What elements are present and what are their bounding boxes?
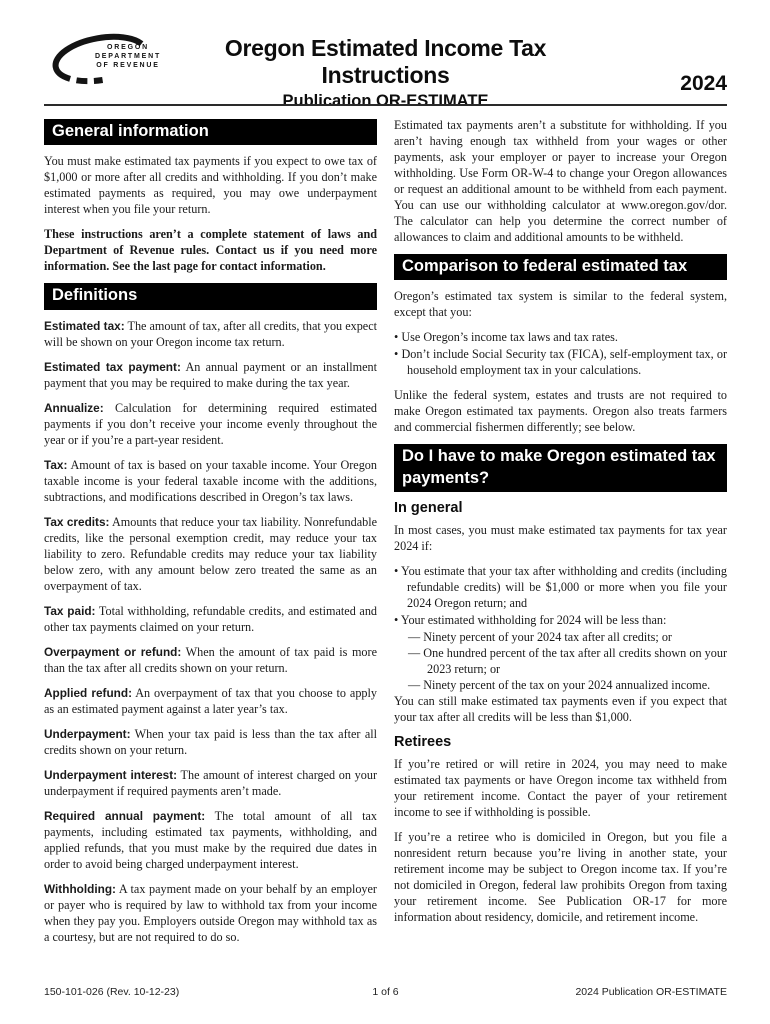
definition-text: An annual payment or an installment payment that you may be required to make during the tax year. bbox=[44, 359, 377, 390]
section-heading-general-information: General information bbox=[44, 119, 377, 145]
page-title: Oregon Estimated Income Tax Instructions bbox=[224, 35, 547, 88]
footer-publication-name: 2024 Publication OR-ESTIMATE bbox=[575, 986, 727, 998]
definition-term: Overpayment or refund: bbox=[44, 644, 182, 659]
definition-withholding bbox=[44, 881, 377, 945]
definition-overpayment-or-refund bbox=[44, 644, 377, 676]
definition-term: Required annual payment: bbox=[44, 808, 206, 823]
in-general-sub-item-2: — One hundred percent of the tax after all credits shown on your 2023 return; or bbox=[408, 646, 727, 677]
in-general-bullet-2: • Your estimated withholding for 2024 will be less than: bbox=[394, 613, 667, 628]
definition-term: Tax: bbox=[44, 457, 68, 472]
title-block bbox=[194, 26, 577, 110]
subheading-in-general: In general bbox=[394, 500, 463, 517]
definition-text: When the amount of tax paid is more than the tax after all credits shown on your return. bbox=[44, 644, 377, 675]
publication-year: 2024 bbox=[680, 72, 727, 95]
definition-tax-paid bbox=[44, 603, 377, 635]
definition-required-annual-payment bbox=[44, 808, 377, 872]
withholding-intro-paragraph: Estimated tax payments aren’t a substitute for withholding. If you aren’t having enough tax withheld from your wages or other payments, ask your employer or payer to increase your Oregon withholding. Use Form OR-W-4 to change your Oregon allowances or request an additional amount to be withheld from each payment. You can use our withholding calculator at www.oregon.gov/dor. The calculator can help you determine the correct number of allowances to claim and additional amounts to be withheld. bbox=[394, 118, 727, 244]
definition-text: Calculation for determining required estimated payments if you don’t receive your income evenly throughout the year or if you’re a part-year resident. bbox=[44, 400, 378, 447]
subheading-retirees: Retirees bbox=[394, 734, 452, 751]
definition-text: Amounts that reduce your tax liability. Nonrefundable credits, like the personal exemption credit, may reduce your tax liability to zero. Refundable credits may reduce your tax liability below zero, with any amount below zero treated the same as an overpayment of tax. bbox=[44, 514, 378, 593]
definition-term: Estimated tax payment: bbox=[44, 359, 181, 374]
general-paragraph-1: You must make estimated tax payments if you expect to owe tax of $1,000 or more after all credits and withholding. If you don’t make estimated payments as required, you may owe underpayment interest when you file your return. bbox=[44, 154, 377, 217]
definition-term: Underpayment interest: bbox=[44, 767, 178, 782]
definition-text: The amount of tax, after all credits, that you expect will be shown on your Oregon income tax return. bbox=[44, 318, 377, 349]
comparison-paragraph-1: Oregon’s estimated tax system is similar to the federal system, except that you: bbox=[394, 289, 727, 320]
in-general-sub-item-1: — Ninety percent of your 2024 tax after all credits; or bbox=[408, 630, 672, 645]
definition-text: Total withholding, refundable credits, and estimated and other tax payments claimed on your return. bbox=[44, 603, 378, 634]
definition-term: Tax paid: bbox=[44, 603, 96, 618]
definition-term: Estimated tax: bbox=[44, 318, 125, 333]
logo-line-1: OREGON bbox=[107, 44, 149, 51]
footer-form-number: 150-101-026 (Rev. 10-12-23) bbox=[44, 986, 180, 998]
page-footer bbox=[44, 986, 727, 998]
document-header bbox=[44, 26, 727, 110]
definition-term: Underpayment: bbox=[44, 726, 131, 741]
definition-annualize bbox=[44, 400, 377, 448]
section-heading-must-pay: Do I have to make Oregon estimated tax payments? bbox=[394, 444, 727, 492]
definition-text: The total amount of all tax payments, including estimated tax payments, withholding, and applied refunds, that you must make by the required due dates in order to avoid being charged underpayment interest. bbox=[44, 808, 378, 871]
definition-underpayment bbox=[44, 726, 377, 758]
comparison-bullet-1: • Use Oregon’s income tax laws and tax rates. bbox=[394, 330, 618, 345]
logo-line-3: OF REVENUE bbox=[96, 62, 160, 69]
definition-underpayment-interest bbox=[44, 767, 377, 799]
in-general-bullet-1: • You estimate that your tax after withholding and credits (including refundable credits) will be $1,000 or more when you file your 2024 Oregon return; and bbox=[394, 564, 727, 611]
definition-text: When your tax paid is less than the tax after all credits shown on your return. bbox=[44, 726, 377, 757]
document-body bbox=[44, 117, 727, 954]
section-heading-definitions: Definitions bbox=[44, 283, 377, 309]
header-divider bbox=[44, 104, 727, 106]
definition-tax-credits bbox=[44, 514, 377, 594]
comparison-bullet-2: • Don’t include Social Security tax (FICA), self-employment tax, or household employment tax in your calculations. bbox=[394, 347, 727, 378]
definition-term: Withholding: bbox=[44, 881, 116, 896]
left-column bbox=[44, 117, 377, 954]
definition-text: A tax payment made on your behalf by an employer or payer who is required by law to withhold tax from your income when they pay you. Employers outside Oregon may withhold tax as a courtesy, but are not required to do so. bbox=[44, 881, 377, 944]
definition-text: The amount of interest charged on your underpayment if required payments aren’t made. bbox=[44, 767, 378, 798]
retirees-paragraph-2: If you’re a retiree who is domiciled in Oregon, but you file a nonresident return because you’re living in another state, your retirement income may be subject to Oregon income tax. If you’re not domiciled in Oregon, federal law prohibits Oregon from taxing your retirement income. See Publication OR-17 for more information about residency, domicile, and retirement income. bbox=[394, 830, 727, 925]
logo-line-2: DEPARTMENT bbox=[94, 53, 162, 60]
in-general-paragraph-1: In most cases, you must make estimated tax payments for tax year 2024 if: bbox=[394, 523, 727, 554]
definition-tax bbox=[44, 457, 377, 505]
definition-term: Applied refund: bbox=[44, 685, 133, 700]
retirees-paragraph-1: If you’re retired or will retire in 2024, you may need to make estimated tax payments or have Oregon income tax withheld from your retirement income. Contact the payer of your retirement income to see if withholding is possible. bbox=[394, 757, 727, 820]
agency-logo-text bbox=[90, 43, 166, 70]
definition-estimated-tax-payment bbox=[44, 359, 377, 391]
definition-applied-refund bbox=[44, 685, 377, 717]
footer-page-number: 1 of 6 bbox=[372, 986, 399, 998]
in-general-paragraph-2: You can still make estimated tax payments even if you expect that your tax after all credits will be less than $1,000. bbox=[394, 694, 727, 725]
definition-text: Amount of tax is based on your taxable income. Your Oregon taxable income is your federal taxable income with the additions, subtractions, and modifications described in Oregon’s tax laws. bbox=[44, 457, 377, 504]
definition-text: An overpayment of tax that you choose to apply as an estimated payment against a later year’s tax. bbox=[44, 685, 377, 716]
agency-logo bbox=[44, 26, 194, 102]
page-subtitle: Publication OR-ESTIMATE bbox=[282, 92, 489, 110]
definition-estimated-tax bbox=[44, 318, 377, 350]
comparison-paragraph-2: Unlike the federal system, estates and trusts are not required to make Oregon estimated tax payments. Oregon also treats farmers and commercial fishermen differently; see below. bbox=[394, 388, 727, 435]
in-general-sub-item-3: — Ninety percent of the tax on your 2024 annualized income. bbox=[408, 678, 711, 693]
general-paragraph-2: These instructions aren’t a complete statement of laws and Department of Revenue rules. Contact us if you need more information. See the last page for contact information. bbox=[44, 227, 377, 274]
definition-term: Tax credits: bbox=[44, 514, 110, 529]
definition-term: Annualize: bbox=[44, 400, 104, 415]
section-heading-comparison: Comparison to federal estimated tax bbox=[394, 254, 727, 280]
right-column bbox=[394, 117, 727, 954]
